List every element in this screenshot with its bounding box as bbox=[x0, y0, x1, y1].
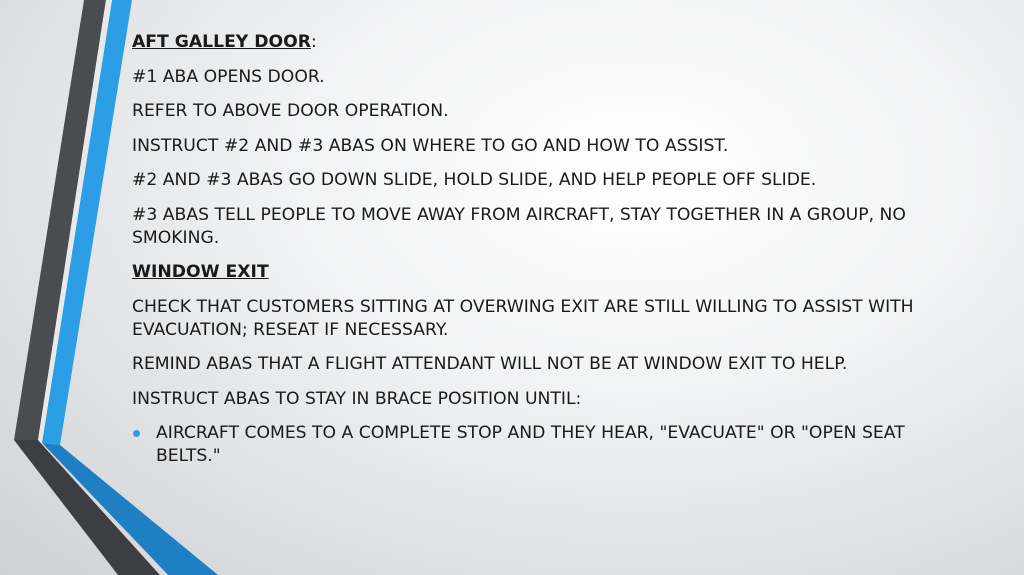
bullet-text: AIRCRAFT COMES TO A COMPLETE STOP AND THEY HEAR, "EVACUATE" OR "OPEN SEAT BELTS." bbox=[156, 423, 905, 466]
text-line: #3 ABAS TELL PEOPLE TO MOVE AWAY FROM AIRCRAFT, STAY TOGETHER IN A GROUP, NO SMOKING. bbox=[132, 204, 906, 248]
text-line: INSTRUCT ABAS TO STAY IN BRACE POSITION UNTIL: bbox=[132, 388, 582, 409]
text-line: CHECK THAT CUSTOMERS SITTING AT OVERWING EXIT ARE STILL WILLING TO ASSIST WITH EVACUATION; RESEAT IF NECESSARY. bbox=[132, 296, 914, 340]
text-line: REFER TO ABOVE DOOR OPERATION. bbox=[132, 101, 449, 121]
text-line: INSTRUCT #2 AND #3 ABAS ON WHERE TO GO AND HOW TO ASSIST. bbox=[132, 135, 729, 156]
text-line: REMIND ABAS THAT A FLIGHT ATTENDANT WILL NOT BE AT WINDOW EXIT TO HELP. bbox=[132, 354, 848, 374]
heading-aft-galley-door: AFT GALLEY DOOR: bbox=[132, 32, 317, 52]
bullet-dot-icon bbox=[133, 430, 140, 437]
bullet-item bbox=[132, 422, 972, 468]
heading-window-exit: WINDOW EXIT bbox=[132, 262, 269, 282]
text-line: #2 AND #3 ABAS GO DOWN SLIDE, HOLD SLIDE, AND HELP PEOPLE OFF SLIDE. bbox=[132, 170, 817, 190]
text-line: #1 ABA OPENS DOOR. bbox=[132, 66, 325, 87]
slide-body bbox=[132, 31, 972, 468]
